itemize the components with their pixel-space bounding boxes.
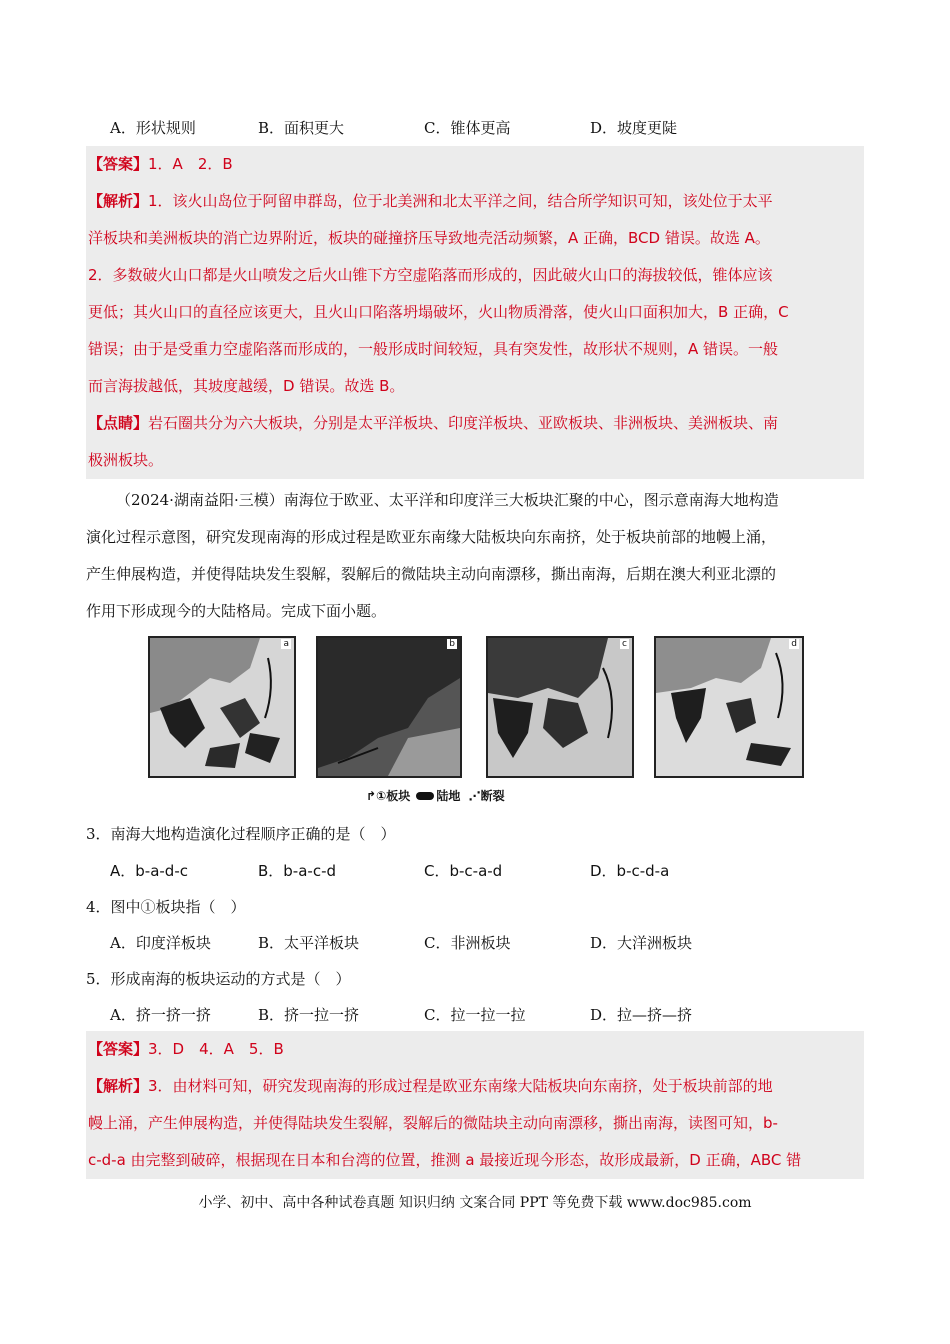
analysis-line: 1．该火山岛位于阿留申群岛，位于北美洲和北太平洋之间，结合所学知识可知，该处位于太平 bbox=[148, 192, 773, 210]
legend-plate: ①板块 bbox=[376, 789, 411, 803]
option-b: B．面积更大 bbox=[258, 119, 345, 137]
prev-question-options bbox=[110, 117, 677, 138]
option-d: D．拉—挤—挤 bbox=[590, 1006, 693, 1024]
map-label: c bbox=[622, 639, 627, 649]
map-c bbox=[486, 636, 634, 778]
question-5-stem: 5．形成南海的板块运动的方式是（ ） bbox=[86, 970, 351, 988]
question-5-options bbox=[110, 1004, 692, 1025]
map-c-drawing bbox=[488, 638, 632, 776]
material-line: （2024·湖南益阳·三模）南海位于欧亚、太平洋和印度洋三大板块汇聚的中心，图示意南海大地构造 bbox=[116, 491, 779, 509]
analysis-tag: 【解析】 bbox=[88, 1077, 149, 1095]
question-3-options bbox=[110, 860, 669, 881]
map-b bbox=[316, 636, 462, 778]
analysis-line: 2．多数破火山口都是火山喷发之后火山锥下方空虚陷落而形成的，因此破火山口的海拔较低，锥体应该 bbox=[88, 266, 773, 284]
option-c: C．拉一拉一拉 bbox=[424, 1006, 526, 1024]
land-shape-icon bbox=[416, 792, 434, 800]
option-a: A．挤一挤一挤 bbox=[110, 1006, 211, 1024]
analysis-line: 错误；由于是受重力空虚陷落而形成的，一般形成时间较短，具有突发性，故形状不规则，A 错误。一般 bbox=[88, 340, 779, 358]
option-c: C．b-c-a-d bbox=[424, 862, 503, 880]
question-4-options bbox=[110, 932, 692, 953]
map-a-drawing bbox=[150, 638, 294, 776]
page-footer: 小学、初中、高中各种试卷真题 知识归纳 文案合同 PPT 等免费下载 www.doc985.com bbox=[198, 1195, 752, 1211]
tip-tag: 【点睛】 bbox=[88, 414, 149, 432]
material-line: 产生伸展构造，并使得陆块发生裂解，裂解后的微陆块主动向南漂移，撕出南海，后期在澳大利亚北漂的 bbox=[86, 565, 777, 583]
option-a: A．印度洋板块 bbox=[110, 934, 211, 952]
plate-arrow-icon: ↱ bbox=[366, 789, 377, 803]
analysis-line: c-d-a 由完整到破碎，根据现在日本和台湾的位置，推测 a 最接近现今形态，故形成最新，D 正确，ABC 错 bbox=[88, 1151, 802, 1169]
analysis-line: 而言海拔越低，其坡度越缓，D 错误。故选 B。 bbox=[88, 377, 405, 395]
analysis-line: 洋板块和美洲板块的消亡边界附近，板块的碰撞挤压导致地壳活动频繁，A 正确，BCD 错误。故选 A。 bbox=[88, 229, 770, 247]
option-a: A．形状规则 bbox=[110, 119, 196, 137]
material-text bbox=[86, 482, 864, 630]
material-line: 演化过程示意图，研究发现南海的形成过程是欧亚东南缘大陆板块向东南挤，处于板块前部的地幔上涌， bbox=[86, 528, 777, 546]
option-b: B．b-a-c-d bbox=[258, 862, 337, 880]
analysis-tag: 【解析】 bbox=[88, 192, 149, 210]
question-3-stem: 3．南海大地构造演化过程顺序正确的是（ ） bbox=[86, 825, 396, 843]
option-b: B．挤一拉一挤 bbox=[258, 1006, 360, 1024]
option-b: B．太平洋板块 bbox=[258, 934, 360, 952]
map-label: b bbox=[449, 639, 455, 649]
option-d: D．大洋洲板块 bbox=[590, 934, 693, 952]
analysis-line: 幔上涌，产生伸展构造，并使得陆块发生裂解，裂解后的微陆块主动向南漂移，撕出南海，读图可知，b- bbox=[88, 1114, 778, 1132]
map-d-drawing bbox=[656, 638, 802, 776]
tectonic-evolution-maps bbox=[148, 636, 804, 776]
option-a: A．b-a-d-c bbox=[110, 862, 188, 880]
legend-land: 陆地 bbox=[436, 789, 461, 803]
answer-tag: 【答案】 bbox=[88, 1040, 149, 1058]
option-c: C．非洲板块 bbox=[424, 934, 511, 952]
answer-block-2 bbox=[86, 1031, 864, 1179]
map-legend bbox=[366, 787, 505, 804]
map-label: d bbox=[791, 639, 797, 649]
tip-line: 极洲板块。 bbox=[88, 451, 164, 469]
question-4-stem: 4．图中①板块指（ ） bbox=[86, 898, 246, 916]
tip-line: 岩石圈共分为六大板块，分别是太平洋板块、印度洋板块、亚欧板块、非洲板块、美洲板块、南 bbox=[148, 414, 779, 432]
map-d bbox=[654, 636, 804, 778]
map-a bbox=[148, 636, 296, 778]
answer-text: 3．D 4．A 5．B bbox=[148, 1040, 284, 1058]
analysis-line: 3．由材料可知，研究发现南海的形成过程是欧亚东南缘大陆板块向东南挤，处于板块前部的地 bbox=[148, 1077, 773, 1095]
option-d: D．坡度更陡 bbox=[590, 119, 678, 137]
material-line: 作用下形成现今的大陆格局。完成下面小题。 bbox=[86, 602, 387, 620]
answer-tag: 【答案】 bbox=[88, 155, 149, 173]
map-label: a bbox=[283, 639, 289, 649]
option-d: D．b-c-d-a bbox=[590, 862, 670, 880]
option-c: C．锥体更高 bbox=[424, 119, 511, 137]
answer-text: 1．A 2．B bbox=[148, 155, 233, 173]
answer-block-1 bbox=[86, 146, 864, 479]
fault-line-icon: ⋰ bbox=[468, 789, 481, 803]
analysis-line: 更低；其火山口的直径应该更大，且火山口陷落坍塌破坏，火山物质滑落，使火山口面积加大，B 正确，C bbox=[88, 303, 789, 321]
map-b-drawing bbox=[318, 638, 460, 776]
legend-fault: 断裂 bbox=[480, 789, 505, 803]
